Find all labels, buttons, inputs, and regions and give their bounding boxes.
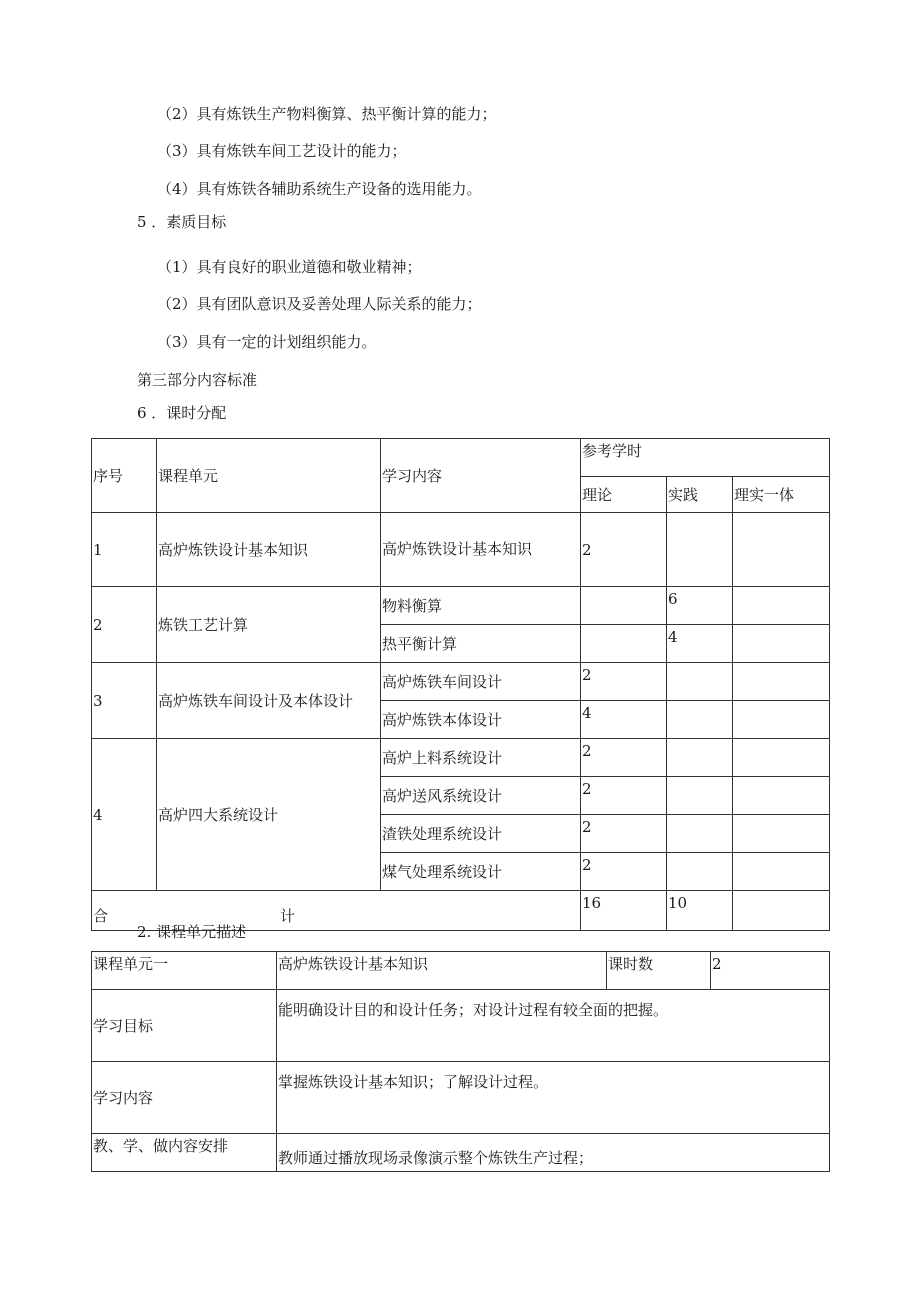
- row4-content-1: 高炉上料系统设计: [381, 739, 581, 777]
- total-label-left: 合: [93, 907, 109, 925]
- desc-heading: 2. 课程单元描述: [137, 923, 247, 941]
- ability-item-2: （2）具有炼铁生产物料衡算、热平衡计算的能力；: [157, 105, 497, 123]
- quality-heading: 5 ．素质目标: [137, 213, 227, 231]
- row3-content-1: 高炉炼铁车间设计: [381, 663, 581, 701]
- row4-content-2: 高炉送风系统设计: [381, 777, 581, 815]
- row1-index: 1: [92, 513, 157, 587]
- desc-unit-label: 课程单元一: [92, 952, 277, 990]
- part-heading: 第三部分内容标准: [137, 371, 258, 389]
- header-theory: 理论: [581, 477, 667, 513]
- row2-content-2: 热平衡计算: [381, 625, 581, 663]
- row1-content: 高炉炼铁设计基本知识: [381, 513, 581, 587]
- total-label-right: 计: [280, 907, 296, 925]
- total-integrated: [733, 891, 830, 931]
- desc-hours-value: 2: [711, 952, 830, 990]
- header-content: 学习内容: [381, 439, 581, 513]
- row1-theory: 2: [581, 513, 667, 587]
- row1-unit: 高炉炼铁设计基本知识: [157, 513, 381, 587]
- hours-table: [91, 438, 830, 931]
- row4-practice-2: [667, 777, 733, 815]
- quality-item-3: （3）具有一定的计划组织能力。: [157, 333, 377, 351]
- row1-integrated: [733, 513, 830, 587]
- header-integrated: 理实一体: [733, 477, 830, 513]
- row4-integrated-3: [733, 815, 830, 853]
- desc-arrange-text: 教师通过播放现场录像演示整个炼铁生产过程；: [277, 1134, 830, 1172]
- row3-integrated-2: [733, 701, 830, 739]
- total-practice: 10: [667, 891, 733, 931]
- row4-theory-1: 2: [581, 739, 667, 777]
- row3-integrated-1: [733, 663, 830, 701]
- header-unit: 课程单元: [157, 439, 381, 513]
- quality-item-1: （1）具有良好的职业道德和敬业精神；: [157, 258, 422, 276]
- row4-theory-3: 2: [581, 815, 667, 853]
- ability-item-4: （4）具有炼铁各辅助系统生产设备的选用能力。: [157, 180, 482, 198]
- row2-content-1: 物料衡算: [381, 587, 581, 625]
- row3-content-2: 高炉炼铁本体设计: [381, 701, 581, 739]
- row2-integrated-2: [733, 625, 830, 663]
- row4-index: 4: [92, 739, 157, 891]
- header-index: 序号: [92, 439, 157, 513]
- row3-theory-2: 4: [581, 701, 667, 739]
- header-practice: 实践: [667, 477, 733, 513]
- unit-desc-table: [91, 951, 830, 1172]
- row4-theory-4: 2: [581, 853, 667, 891]
- row4-integrated-4: [733, 853, 830, 891]
- ability-item-3: （3）具有炼铁车间工艺设计的能力；: [157, 142, 407, 160]
- row2-theory-1: [581, 587, 667, 625]
- total-theory: 16: [581, 891, 667, 931]
- quality-item-2: （2）具有团队意识及妥善处理人际关系的能力；: [157, 295, 482, 313]
- row3-theory-1: 2: [581, 663, 667, 701]
- row4-unit: 高炉四大系统设计: [157, 739, 381, 891]
- row2-unit: 炼铁工艺计算: [157, 587, 381, 663]
- row4-content-3: 渣铁处理系统设计: [381, 815, 581, 853]
- row2-practice-2: 4: [667, 625, 733, 663]
- desc-arrange-label: 教、学、做内容安排: [92, 1134, 277, 1172]
- row3-practice-1: [667, 663, 733, 701]
- header-hours: 参考学时: [581, 439, 830, 477]
- desc-unit-name: 高炉炼铁设计基本知识: [277, 952, 607, 990]
- desc-goal-text: 能明确设计目的和设计任务；对设计过程有较全面的把握。: [277, 990, 830, 1062]
- row3-practice-2: [667, 701, 733, 739]
- row4-practice-1: [667, 739, 733, 777]
- desc-hours-label: 课时数: [607, 952, 711, 990]
- row4-practice-3: [667, 815, 733, 853]
- row4-content-4: 煤气处理系统设计: [381, 853, 581, 891]
- row4-integrated-2: [733, 777, 830, 815]
- row2-practice-1: 6: [667, 587, 733, 625]
- row3-index: 3: [92, 663, 157, 739]
- desc-goal-label: 学习目标: [92, 990, 277, 1062]
- row4-theory-2: 2: [581, 777, 667, 815]
- row2-theory-2: [581, 625, 667, 663]
- desc-content-text: 掌握炼铁设计基本知识；了解设计过程。: [277, 1062, 830, 1134]
- desc-content-label: 学习内容: [92, 1062, 277, 1134]
- row2-integrated-1: [733, 587, 830, 625]
- hours-heading: 6 ．课时分配: [137, 404, 227, 422]
- row2-index: 2: [92, 587, 157, 663]
- row4-integrated-1: [733, 739, 830, 777]
- row3-unit: 高炉炼铁车间设计及本体设计: [157, 663, 381, 739]
- row4-practice-4: [667, 853, 733, 891]
- row1-practice: [667, 513, 733, 587]
